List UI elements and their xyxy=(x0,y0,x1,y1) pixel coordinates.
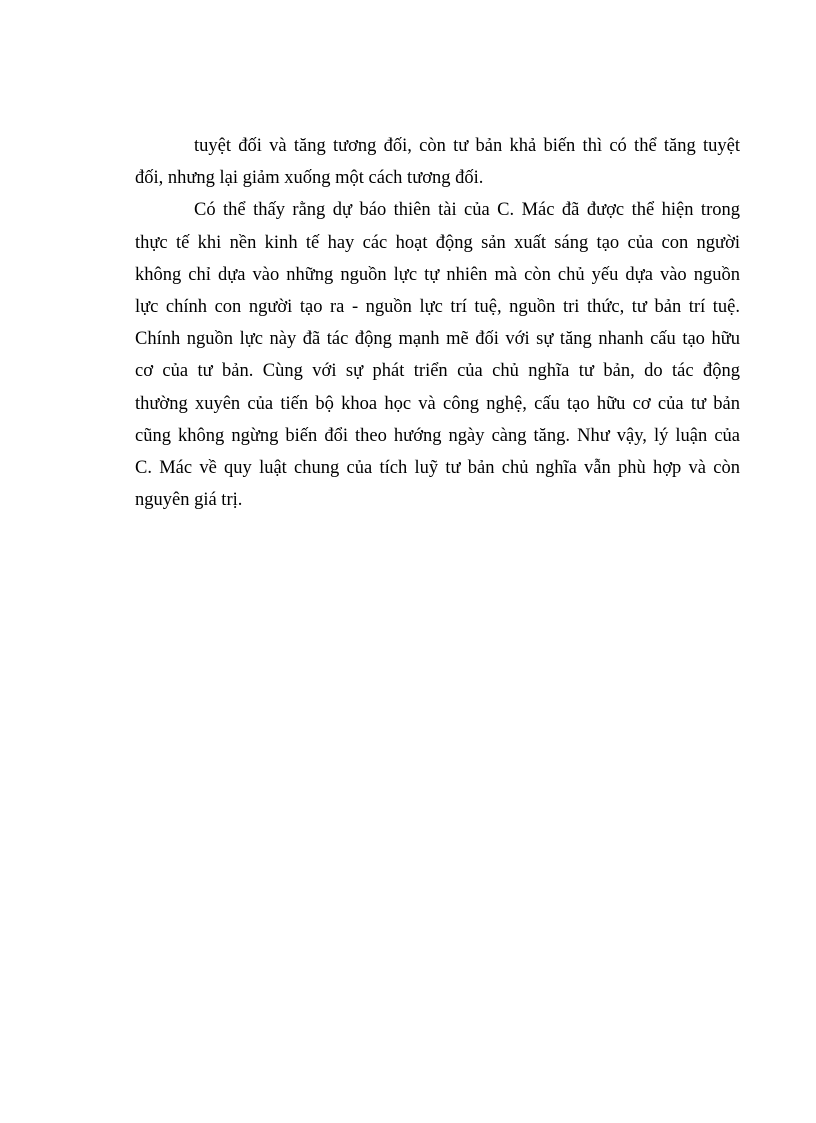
paragraph-1 xyxy=(135,130,740,194)
paragraph-2 xyxy=(135,194,740,516)
paragraph-line: Chính nguồn lực này đã tác động mạnh mẽ đối với sự tăng nhanh cấu tạo hữu xyxy=(135,329,740,350)
paragraph-line: cũng không ngừng biến đổi theo hướng ngày càng tăng. Như vậy, lý luận của xyxy=(135,425,740,446)
paragraph-line: Có thể thấy rằng dự báo thiên tài của C. Mác đã được thể hiện trong xyxy=(194,200,740,221)
paragraph-line: C. Mác về quy luật chung của tích luỹ tư bản chủ nghĩa vẫn phù hợp và còn xyxy=(135,457,740,478)
paragraph-line: tuyệt đối và tăng tương đối, còn tư bản khả biến thì có thể tăng tuyệt xyxy=(194,136,740,156)
document-page xyxy=(135,130,740,516)
paragraph-line: thường xuyên của tiến bộ khoa học và công nghệ, cấu tạo hữu cơ của tư bản xyxy=(135,393,740,414)
paragraph-line: thực tế khi nền kinh tế hay các hoạt động sản xuất sáng tạo của con người xyxy=(135,232,740,253)
paragraph-line: cơ của tư bản. Cùng với sự phát triển của chủ nghĩa tư bản, do tác động xyxy=(135,361,740,382)
paragraph-line: không chỉ dựa vào những nguồn lực tự nhiên mà còn chủ yếu dựa vào nguồn xyxy=(135,264,740,285)
paragraph-line: nguyên giá trị. xyxy=(135,490,243,511)
paragraph-line: lực chính con người tạo ra - nguồn lực trí tuệ, nguồn tri thức, tư bản trí tuệ. xyxy=(135,296,740,317)
paragraph-line: đối, nhưng lại giảm xuống một cách tương đối. xyxy=(135,168,484,189)
